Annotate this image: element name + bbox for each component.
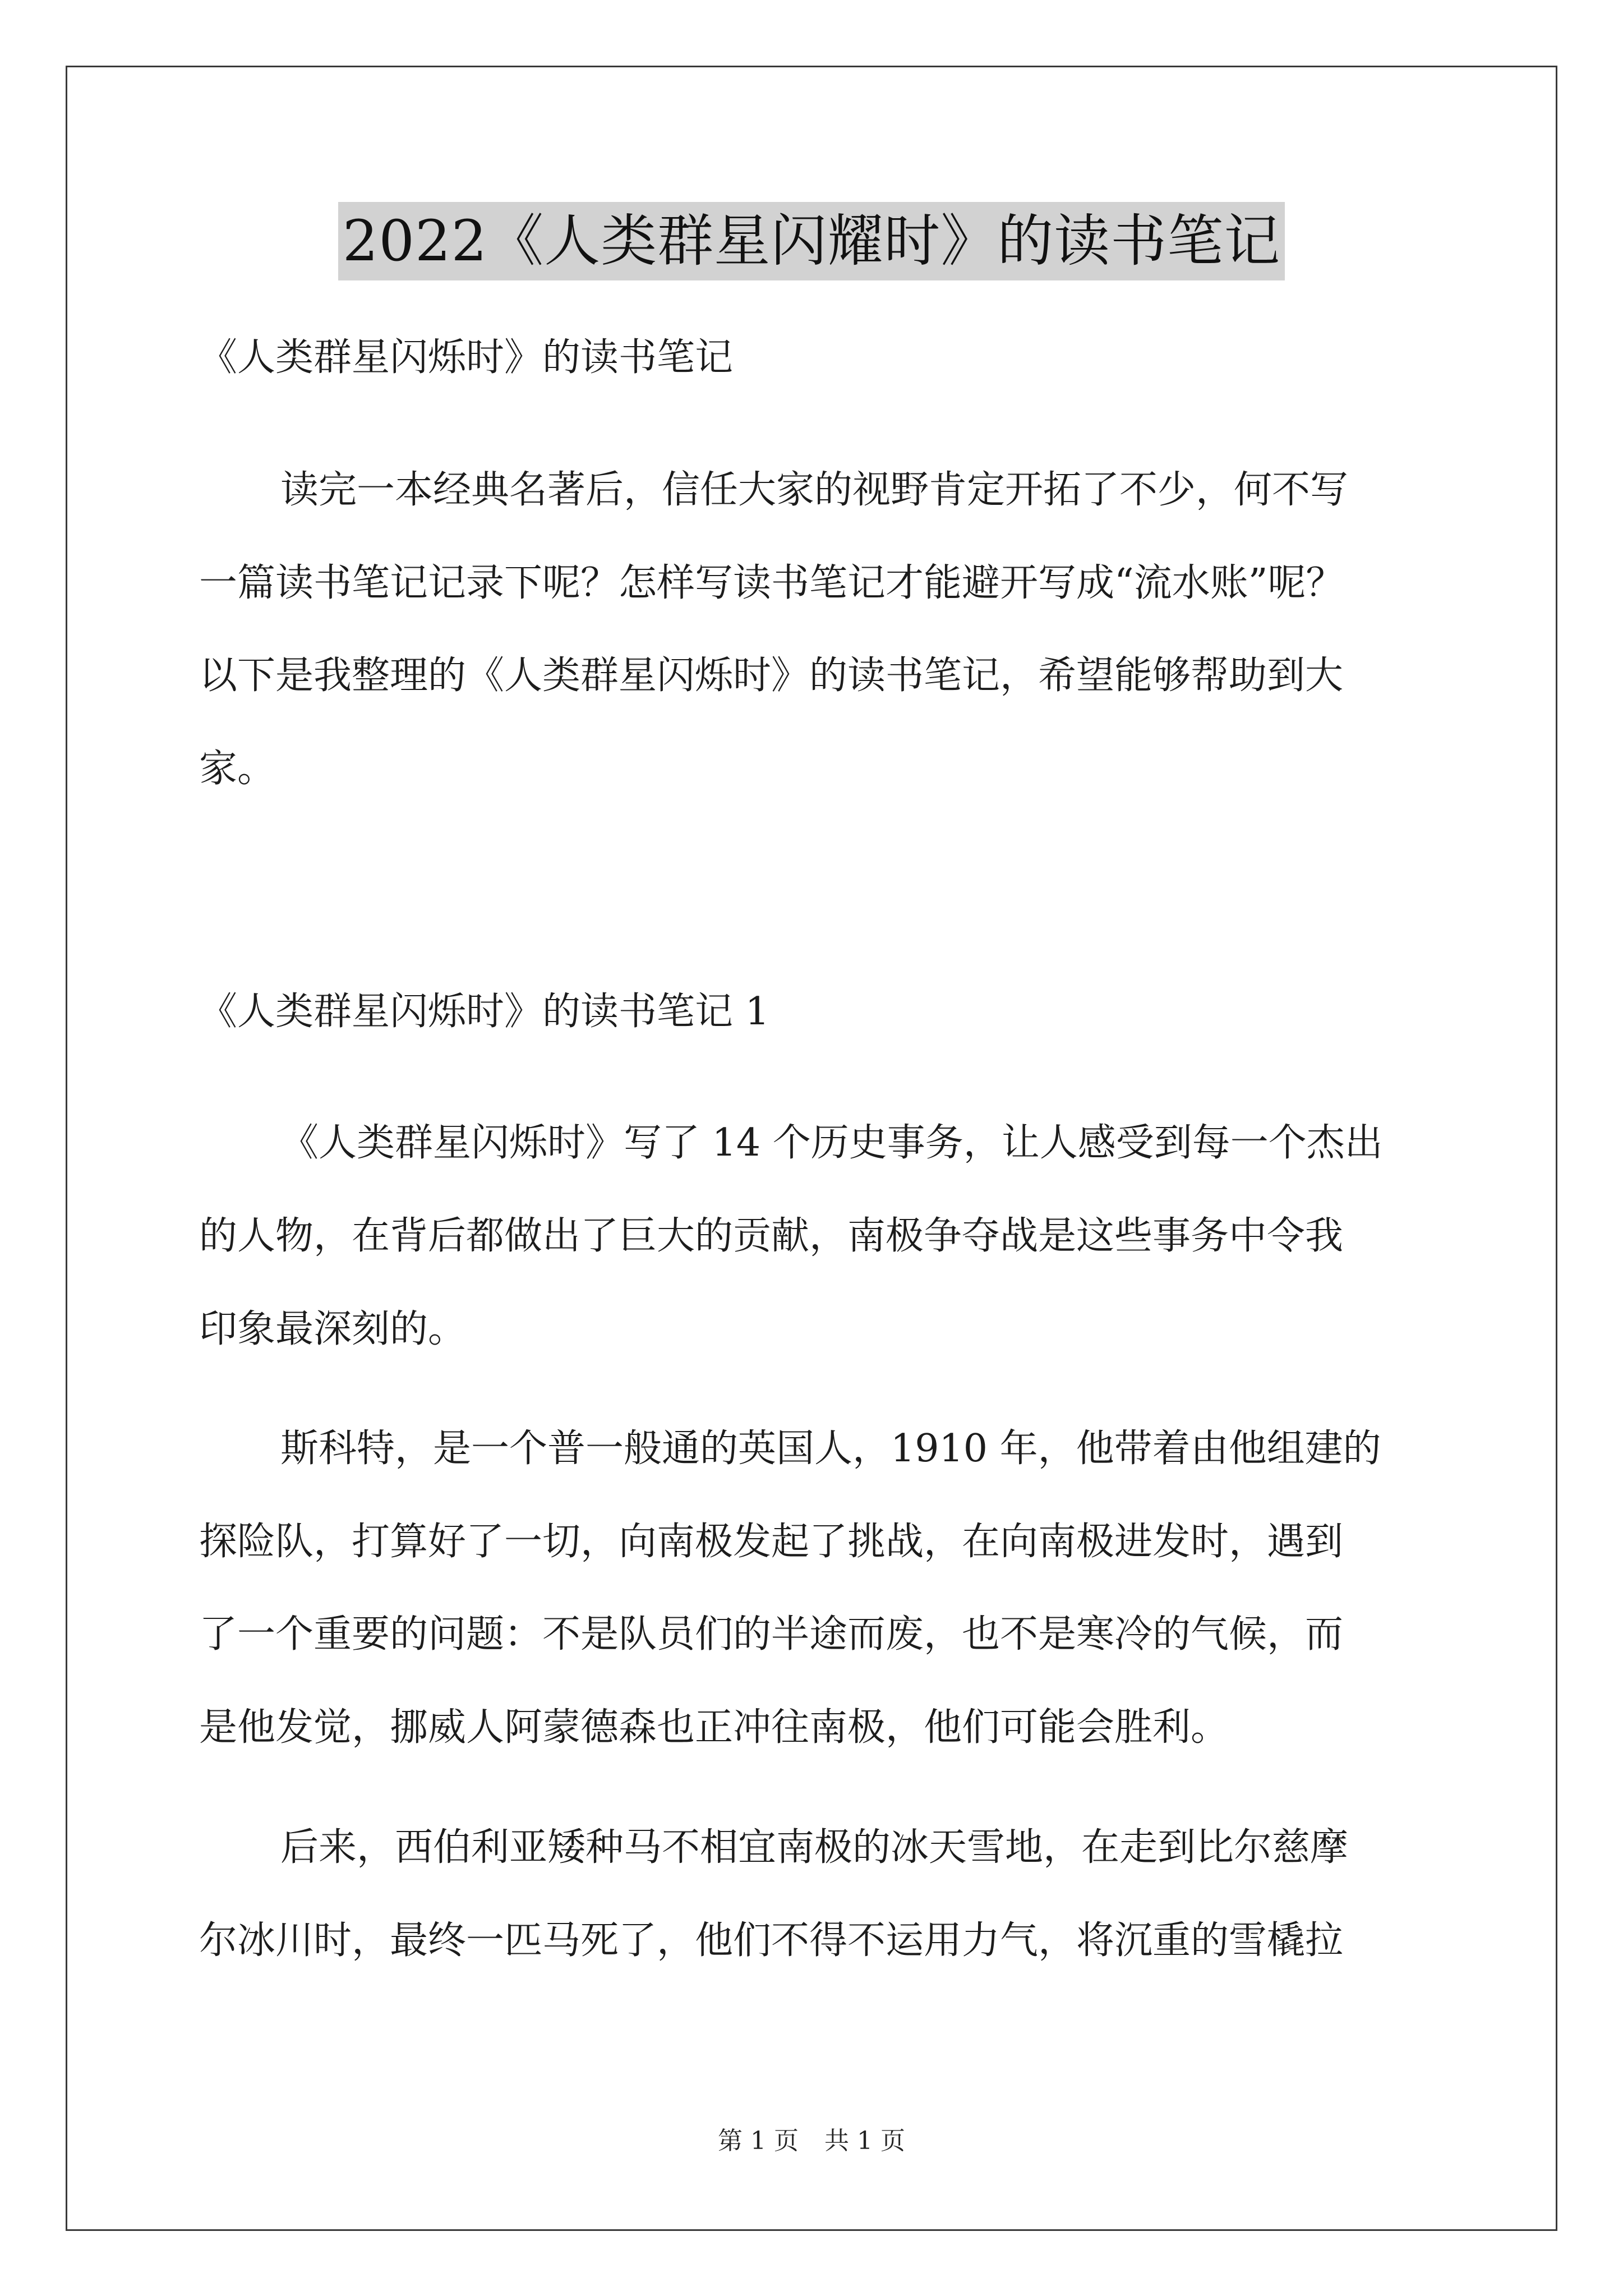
paragraph-line: 后来，西伯利亚矮种马不相宜南极的冰天雪地，在走到比尔慈摩: [280, 1825, 1349, 1870]
page-footer: [0, 2120, 1623, 2156]
paragraph-line: 印象最深刻的。: [199, 1307, 467, 1351]
paragraph-line: 一篇读书笔记记录下呢？怎样写读书笔记才能避开写成“流水账”呢？: [199, 561, 1344, 605]
paragraph-line: 《人类群星闪烁时》写了 14 个历史事务，让人感受到每一个杰出: [280, 1121, 1383, 1165]
paragraph-line: 斯科特，是一个普一般通的英国人，1910 年，他带着由他组建的: [280, 1427, 1381, 1471]
document-title: 2022《人类群星闪耀时》的读书笔记: [338, 202, 1285, 280]
paragraph-line: 是他发觉，挪威人阿蒙德森也正冲往南极，他们可能会胜利。: [199, 1705, 1229, 1750]
paragraph-line: 尔冰川时，最终一匹马死了，他们不得不运用力气，将沉重的雪橇拉: [199, 1918, 1344, 1963]
paragraph-line: 读完一本经典名著后，信任大家的视野肯定开拓了不少，何不写: [280, 468, 1349, 512]
paragraph-line: 探险队，打算好了一切，向南极发起了挑战，在向南极进发时，遇到: [199, 1520, 1344, 1564]
paragraph-line: 了一个重要的问题：不是队员们的半途而废，也不是寒冷的气候，而: [199, 1612, 1344, 1657]
paragraph-line: 家。: [199, 747, 276, 791]
subtitle-line: 《人类群星闪烁时》的读书笔记: [199, 335, 734, 380]
total-pages: 共 1 页: [824, 2127, 905, 2155]
paragraph-line: 以下是我整理的《人类群星闪烁时》的读书笔记，希望能够帮助到大: [199, 654, 1344, 698]
title-container: [0, 202, 1623, 280]
paragraph-line: 的人物，在背后都做出了巨大的贡献，南极争夺战是这些事务中令我: [199, 1214, 1344, 1258]
page-number: 第 1 页: [718, 2127, 799, 2155]
section-heading: 《人类群星闪烁时》的读书笔记 1: [199, 990, 769, 1034]
